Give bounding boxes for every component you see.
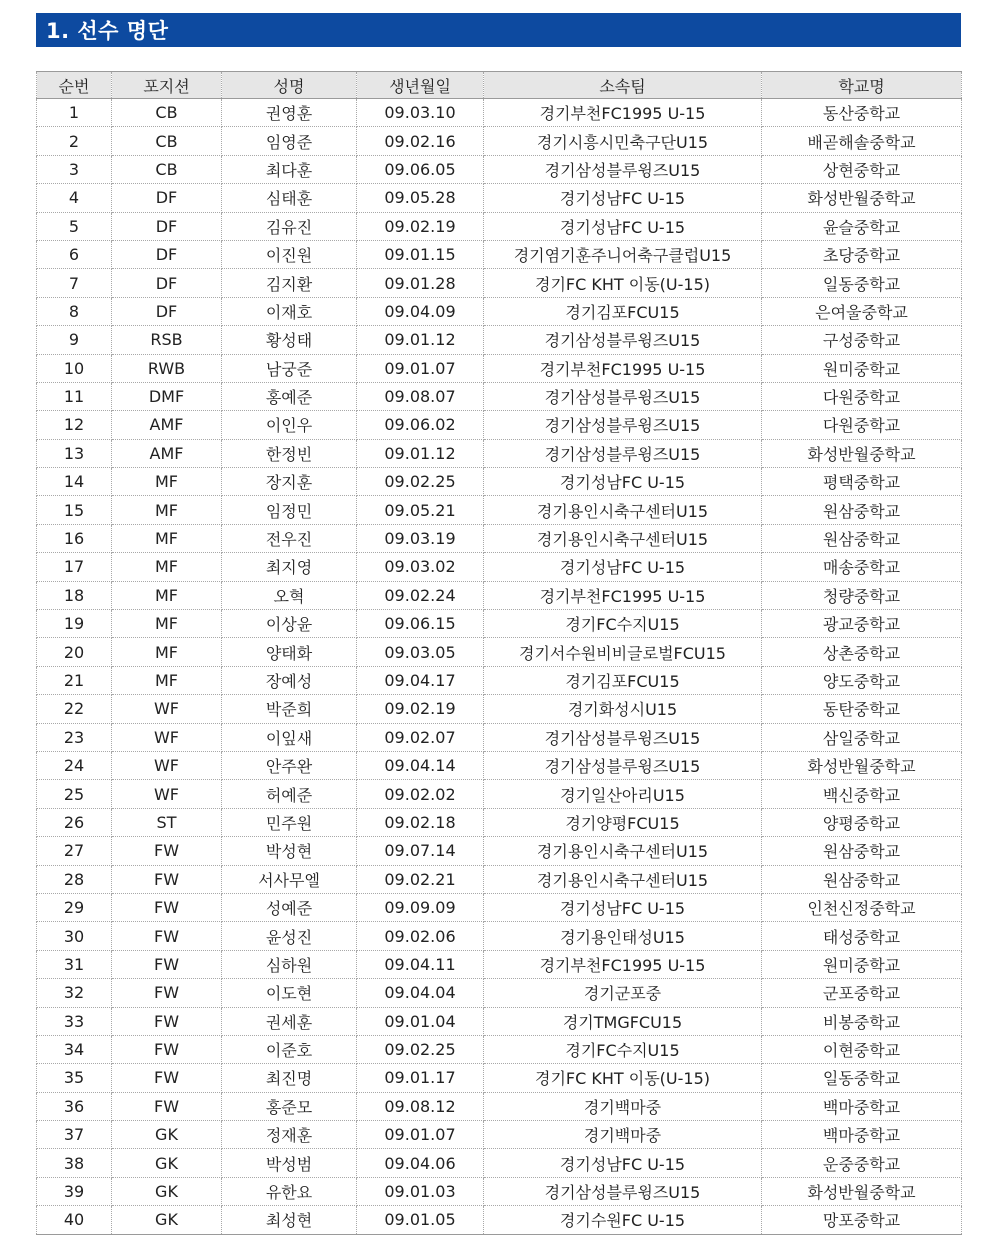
- cell-name: 권세훈: [222, 1007, 357, 1035]
- cell-birthdate: 09.01.15: [357, 240, 484, 268]
- cell-number: 36: [37, 1092, 112, 1120]
- table-row: [37, 610, 962, 638]
- cell-number: 30: [37, 922, 112, 950]
- cell-name: 심태훈: [222, 184, 357, 212]
- cell-number: 4: [37, 184, 112, 212]
- cell-school: 초당중학교: [762, 240, 962, 268]
- table-row: [37, 893, 962, 921]
- table-row: [37, 865, 962, 893]
- cell-position: DMF: [112, 382, 222, 410]
- cell-name: 남궁준: [222, 354, 357, 382]
- cell-school: 구성중학교: [762, 326, 962, 354]
- cell-birthdate: 09.02.07: [357, 723, 484, 751]
- table-row: [37, 382, 962, 410]
- cell-name: 홍예준: [222, 382, 357, 410]
- table-row: [37, 950, 962, 978]
- cell-number: 24: [37, 751, 112, 779]
- table-row: [37, 326, 962, 354]
- cell-position: FW: [112, 865, 222, 893]
- cell-number: 31: [37, 950, 112, 978]
- cell-number: 7: [37, 269, 112, 297]
- table-row: [37, 553, 962, 581]
- cell-number: 9: [37, 326, 112, 354]
- table-row: [37, 695, 962, 723]
- cell-team: 경기용인시축구센터U15: [484, 865, 762, 893]
- cell-number: 25: [37, 780, 112, 808]
- cell-school: 망포중학교: [762, 1206, 962, 1234]
- cell-team: 경기성남FC U-15: [484, 468, 762, 496]
- cell-team: 경기부천FC1995 U-15: [484, 354, 762, 382]
- cell-name: 이도현: [222, 979, 357, 1007]
- cell-number: 6: [37, 240, 112, 268]
- cell-name: 김지환: [222, 269, 357, 297]
- cell-team: 경기염기훈주니어축구클럽U15: [484, 240, 762, 268]
- table-row: [37, 1177, 962, 1205]
- cell-school: 백신중학교: [762, 780, 962, 808]
- cell-team: 경기용인시축구센터U15: [484, 837, 762, 865]
- cell-position: FW: [112, 1035, 222, 1063]
- cell-team: 경기삼성블루윙즈U15: [484, 1177, 762, 1205]
- header-team: 소속팀: [484, 72, 762, 99]
- cell-school: 인천신정중학교: [762, 893, 962, 921]
- table-row: [37, 155, 962, 183]
- cell-name: 성예준: [222, 893, 357, 921]
- cell-name: 이진원: [222, 240, 357, 268]
- cell-position: AMF: [112, 411, 222, 439]
- table-row: [37, 808, 962, 836]
- cell-team: 경기김포FCU15: [484, 297, 762, 325]
- cell-birthdate: 09.01.12: [357, 439, 484, 467]
- cell-position: FW: [112, 979, 222, 1007]
- cell-team: 경기수원FC U-15: [484, 1206, 762, 1234]
- cell-number: 13: [37, 439, 112, 467]
- cell-birthdate: 09.04.14: [357, 751, 484, 779]
- cell-birthdate: 09.01.28: [357, 269, 484, 297]
- player-roster-table: [36, 71, 962, 1235]
- table-row: [37, 184, 962, 212]
- cell-number: 34: [37, 1035, 112, 1063]
- cell-position: GK: [112, 1121, 222, 1149]
- cell-name: 장지훈: [222, 468, 357, 496]
- cell-position: GK: [112, 1177, 222, 1205]
- cell-team: 경기시흥시민축구단U15: [484, 127, 762, 155]
- cell-school: 이현중학교: [762, 1035, 962, 1063]
- cell-team: 경기삼성블루윙즈U15: [484, 382, 762, 410]
- table-header: [37, 72, 962, 99]
- cell-birthdate: 09.04.17: [357, 666, 484, 694]
- cell-team: 경기FC수지U15: [484, 610, 762, 638]
- cell-position: MF: [112, 666, 222, 694]
- cell-school: 태성중학교: [762, 922, 962, 950]
- cell-school: 광교중학교: [762, 610, 962, 638]
- cell-birthdate: 09.02.24: [357, 581, 484, 609]
- table-row: [37, 411, 962, 439]
- cell-name: 윤성진: [222, 922, 357, 950]
- cell-name: 안주완: [222, 751, 357, 779]
- cell-position: GK: [112, 1149, 222, 1177]
- cell-birthdate: 09.03.10: [357, 99, 484, 127]
- cell-number: 1: [37, 99, 112, 127]
- cell-name: 박성현: [222, 837, 357, 865]
- cell-name: 최지영: [222, 553, 357, 581]
- cell-team: 경기양평FCU15: [484, 808, 762, 836]
- cell-name: 권영훈: [222, 99, 357, 127]
- cell-birthdate: 09.02.19: [357, 695, 484, 723]
- cell-school: 동산중학교: [762, 99, 962, 127]
- cell-school: 일동중학교: [762, 1064, 962, 1092]
- cell-birthdate: 09.06.05: [357, 155, 484, 183]
- cell-school: 운중중학교: [762, 1149, 962, 1177]
- cell-school: 양평중학교: [762, 808, 962, 836]
- cell-name: 전우진: [222, 524, 357, 552]
- cell-position: MF: [112, 553, 222, 581]
- cell-team: 경기군포중: [484, 979, 762, 1007]
- cell-position: MF: [112, 638, 222, 666]
- cell-position: WF: [112, 751, 222, 779]
- table-row: [37, 780, 962, 808]
- cell-school: 원삼중학교: [762, 837, 962, 865]
- cell-school: 양도중학교: [762, 666, 962, 694]
- table-row: [37, 751, 962, 779]
- cell-school: 원미중학교: [762, 950, 962, 978]
- cell-name: 이잎새: [222, 723, 357, 751]
- table-row: [37, 1064, 962, 1092]
- cell-name: 이인우: [222, 411, 357, 439]
- cell-number: 10: [37, 354, 112, 382]
- cell-position: CB: [112, 127, 222, 155]
- cell-name: 양태화: [222, 638, 357, 666]
- cell-number: 29: [37, 893, 112, 921]
- cell-number: 15: [37, 496, 112, 524]
- cell-team: 경기TMGFCU15: [484, 1007, 762, 1035]
- cell-position: DF: [112, 297, 222, 325]
- table-row: [37, 1035, 962, 1063]
- cell-team: 경기삼성블루윙즈U15: [484, 155, 762, 183]
- cell-position: MF: [112, 524, 222, 552]
- header-number: 순번: [37, 72, 112, 99]
- header-school: 학교명: [762, 72, 962, 99]
- header-row: [37, 72, 962, 99]
- cell-position: MF: [112, 496, 222, 524]
- table-row: [37, 922, 962, 950]
- cell-team: 경기성남FC U-15: [484, 184, 762, 212]
- cell-number: 20: [37, 638, 112, 666]
- table-body: [37, 99, 962, 1235]
- cell-position: DF: [112, 269, 222, 297]
- cell-position: FW: [112, 837, 222, 865]
- cell-position: WF: [112, 723, 222, 751]
- cell-school: 화성반월중학교: [762, 751, 962, 779]
- cell-school: 은여울중학교: [762, 297, 962, 325]
- cell-team: 경기FC KHT 이동(U-15): [484, 269, 762, 297]
- cell-team: 경기FC수지U15: [484, 1035, 762, 1063]
- cell-birthdate: 09.04.06: [357, 1149, 484, 1177]
- cell-birthdate: 09.03.19: [357, 524, 484, 552]
- table-row: [37, 1092, 962, 1120]
- cell-number: 5: [37, 212, 112, 240]
- cell-position: AMF: [112, 439, 222, 467]
- cell-team: 경기용인태성U15: [484, 922, 762, 950]
- cell-team: 경기일산아리U15: [484, 780, 762, 808]
- cell-position: DF: [112, 240, 222, 268]
- cell-position: FW: [112, 922, 222, 950]
- cell-birthdate: 09.01.04: [357, 1007, 484, 1035]
- cell-team: 경기삼성블루윙즈U15: [484, 751, 762, 779]
- cell-name: 서사무엘: [222, 865, 357, 893]
- cell-number: 21: [37, 666, 112, 694]
- cell-birthdate: 09.07.14: [357, 837, 484, 865]
- cell-school: 동탄중학교: [762, 695, 962, 723]
- cell-number: 17: [37, 553, 112, 581]
- table-row: [37, 269, 962, 297]
- cell-birthdate: 09.09.09: [357, 893, 484, 921]
- cell-birthdate: 09.04.09: [357, 297, 484, 325]
- cell-team: 경기삼성블루윙즈U15: [484, 411, 762, 439]
- table-row: [37, 723, 962, 751]
- cell-team: 경기김포FCU15: [484, 666, 762, 694]
- cell-number: 32: [37, 979, 112, 1007]
- cell-school: 다원중학교: [762, 411, 962, 439]
- cell-birthdate: 09.01.05: [357, 1206, 484, 1234]
- cell-name: 유한요: [222, 1177, 357, 1205]
- table-row: [37, 354, 962, 382]
- cell-number: 14: [37, 468, 112, 496]
- cell-position: MF: [112, 468, 222, 496]
- cell-number: 38: [37, 1149, 112, 1177]
- cell-team: 경기성남FC U-15: [484, 893, 762, 921]
- cell-school: 화성반월중학교: [762, 439, 962, 467]
- cell-birthdate: 09.05.21: [357, 496, 484, 524]
- cell-name: 정재훈: [222, 1121, 357, 1149]
- cell-birthdate: 09.01.07: [357, 354, 484, 382]
- cell-team: 경기부천FC1995 U-15: [484, 950, 762, 978]
- table-row: [37, 496, 962, 524]
- cell-school: 윤슬중학교: [762, 212, 962, 240]
- cell-birthdate: 09.08.07: [357, 382, 484, 410]
- cell-team: 경기용인시축구센터U15: [484, 496, 762, 524]
- cell-birthdate: 09.01.17: [357, 1064, 484, 1092]
- cell-number: 11: [37, 382, 112, 410]
- cell-number: 19: [37, 610, 112, 638]
- cell-team: 경기삼성블루윙즈U15: [484, 723, 762, 751]
- cell-name: 최성현: [222, 1206, 357, 1234]
- cell-number: 40: [37, 1206, 112, 1234]
- cell-team: 경기서수원비비글로벌FCU15: [484, 638, 762, 666]
- cell-number: 35: [37, 1064, 112, 1092]
- cell-school: 원미중학교: [762, 354, 962, 382]
- table-row: [37, 240, 962, 268]
- cell-name: 김유진: [222, 212, 357, 240]
- cell-name: 황성태: [222, 326, 357, 354]
- cell-name: 민주원: [222, 808, 357, 836]
- cell-number: 27: [37, 837, 112, 865]
- table-row: [37, 979, 962, 1007]
- table-row: [37, 439, 962, 467]
- cell-birthdate: 09.04.04: [357, 979, 484, 1007]
- cell-number: 26: [37, 808, 112, 836]
- cell-birthdate: 09.01.07: [357, 1121, 484, 1149]
- cell-position: FW: [112, 1007, 222, 1035]
- table-row: [37, 127, 962, 155]
- cell-birthdate: 09.08.12: [357, 1092, 484, 1120]
- cell-position: FW: [112, 893, 222, 921]
- cell-birthdate: 09.06.15: [357, 610, 484, 638]
- cell-school: 삼일중학교: [762, 723, 962, 751]
- cell-name: 한정빈: [222, 439, 357, 467]
- cell-birthdate: 09.02.21: [357, 865, 484, 893]
- cell-position: MF: [112, 610, 222, 638]
- cell-number: 18: [37, 581, 112, 609]
- cell-team: 경기성남FC U-15: [484, 553, 762, 581]
- cell-position: WF: [112, 695, 222, 723]
- section-title-bar: [36, 13, 961, 47]
- cell-birthdate: 09.02.25: [357, 1035, 484, 1063]
- cell-position: RWB: [112, 354, 222, 382]
- cell-school: 군포중학교: [762, 979, 962, 1007]
- cell-number: 8: [37, 297, 112, 325]
- cell-school: 평택중학교: [762, 468, 962, 496]
- cell-team: 경기성남FC U-15: [484, 212, 762, 240]
- cell-name: 박준희: [222, 695, 357, 723]
- cell-team: 경기백마중: [484, 1092, 762, 1120]
- cell-name: 심하원: [222, 950, 357, 978]
- cell-name: 박성범: [222, 1149, 357, 1177]
- cell-team: 경기성남FC U-15: [484, 1149, 762, 1177]
- cell-position: RSB: [112, 326, 222, 354]
- cell-name: 이재호: [222, 297, 357, 325]
- cell-number: 39: [37, 1177, 112, 1205]
- table-row: [37, 1121, 962, 1149]
- cell-birthdate: 09.05.28: [357, 184, 484, 212]
- cell-name: 허예준: [222, 780, 357, 808]
- cell-position: FW: [112, 1092, 222, 1120]
- cell-birthdate: 09.06.02: [357, 411, 484, 439]
- table-row: [37, 581, 962, 609]
- cell-name: 장예성: [222, 666, 357, 694]
- cell-team: 경기삼성블루윙즈U15: [484, 439, 762, 467]
- header-position: 포지션: [112, 72, 222, 99]
- cell-team: 경기부천FC1995 U-15: [484, 99, 762, 127]
- cell-number: 28: [37, 865, 112, 893]
- cell-name: 홍준모: [222, 1092, 357, 1120]
- header-name: 성명: [222, 72, 357, 99]
- section-title: 1. 선수 명단: [46, 19, 169, 43]
- cell-position: DF: [112, 184, 222, 212]
- table-row: [37, 99, 962, 127]
- cell-name: 임영준: [222, 127, 357, 155]
- cell-team: 경기FC KHT 이동(U-15): [484, 1064, 762, 1092]
- cell-position: ST: [112, 808, 222, 836]
- cell-number: 3: [37, 155, 112, 183]
- table-row: [37, 1206, 962, 1234]
- cell-birthdate: 09.02.25: [357, 468, 484, 496]
- table-row: [37, 666, 962, 694]
- cell-name: 최다훈: [222, 155, 357, 183]
- cell-school: 상현중학교: [762, 155, 962, 183]
- cell-birthdate: 09.02.18: [357, 808, 484, 836]
- table-row: [37, 468, 962, 496]
- cell-name: 임정민: [222, 496, 357, 524]
- cell-team: 경기삼성블루윙즈U15: [484, 326, 762, 354]
- cell-school: 매송중학교: [762, 553, 962, 581]
- cell-birthdate: 09.02.06: [357, 922, 484, 950]
- cell-position: MF: [112, 581, 222, 609]
- cell-school: 청량중학교: [762, 581, 962, 609]
- cell-name: 이준호: [222, 1035, 357, 1063]
- cell-school: 백마중학교: [762, 1092, 962, 1120]
- cell-position: GK: [112, 1206, 222, 1234]
- header-birthdate: 생년월일: [357, 72, 484, 99]
- cell-school: 배곧해솔중학교: [762, 127, 962, 155]
- table-row: [37, 297, 962, 325]
- cell-team: 경기백마중: [484, 1121, 762, 1149]
- cell-number: 33: [37, 1007, 112, 1035]
- cell-school: 원삼중학교: [762, 524, 962, 552]
- cell-position: FW: [112, 950, 222, 978]
- cell-birthdate: 09.04.11: [357, 950, 484, 978]
- cell-number: 37: [37, 1121, 112, 1149]
- cell-birthdate: 09.02.02: [357, 780, 484, 808]
- cell-birthdate: 09.03.05: [357, 638, 484, 666]
- cell-birthdate: 09.01.03: [357, 1177, 484, 1205]
- cell-school: 원삼중학교: [762, 496, 962, 524]
- cell-school: 백마중학교: [762, 1121, 962, 1149]
- cell-school: 다원중학교: [762, 382, 962, 410]
- table-row: [37, 524, 962, 552]
- cell-position: CB: [112, 155, 222, 183]
- cell-team: 경기화성시U15: [484, 695, 762, 723]
- cell-number: 16: [37, 524, 112, 552]
- cell-school: 비봉중학교: [762, 1007, 962, 1035]
- cell-birthdate: 09.03.02: [357, 553, 484, 581]
- cell-birthdate: 09.01.12: [357, 326, 484, 354]
- cell-number: 12: [37, 411, 112, 439]
- cell-position: CB: [112, 99, 222, 127]
- table-row: [37, 1007, 962, 1035]
- cell-number: 23: [37, 723, 112, 751]
- cell-number: 22: [37, 695, 112, 723]
- table-row: [37, 837, 962, 865]
- cell-name: 이상윤: [222, 610, 357, 638]
- cell-team: 경기용인시축구센터U15: [484, 524, 762, 552]
- cell-position: FW: [112, 1064, 222, 1092]
- cell-birthdate: 09.02.19: [357, 212, 484, 240]
- cell-school: 상촌중학교: [762, 638, 962, 666]
- cell-name: 오혁: [222, 581, 357, 609]
- cell-school: 원삼중학교: [762, 865, 962, 893]
- cell-name: 최진명: [222, 1064, 357, 1092]
- cell-position: DF: [112, 212, 222, 240]
- cell-position: WF: [112, 780, 222, 808]
- cell-school: 화성반월중학교: [762, 184, 962, 212]
- cell-school: 화성반월중학교: [762, 1177, 962, 1205]
- cell-school: 일동중학교: [762, 269, 962, 297]
- cell-team: 경기부천FC1995 U-15: [484, 581, 762, 609]
- table-row: [37, 212, 962, 240]
- table-row: [37, 638, 962, 666]
- cell-birthdate: 09.02.16: [357, 127, 484, 155]
- table-row: [37, 1149, 962, 1177]
- cell-number: 2: [37, 127, 112, 155]
